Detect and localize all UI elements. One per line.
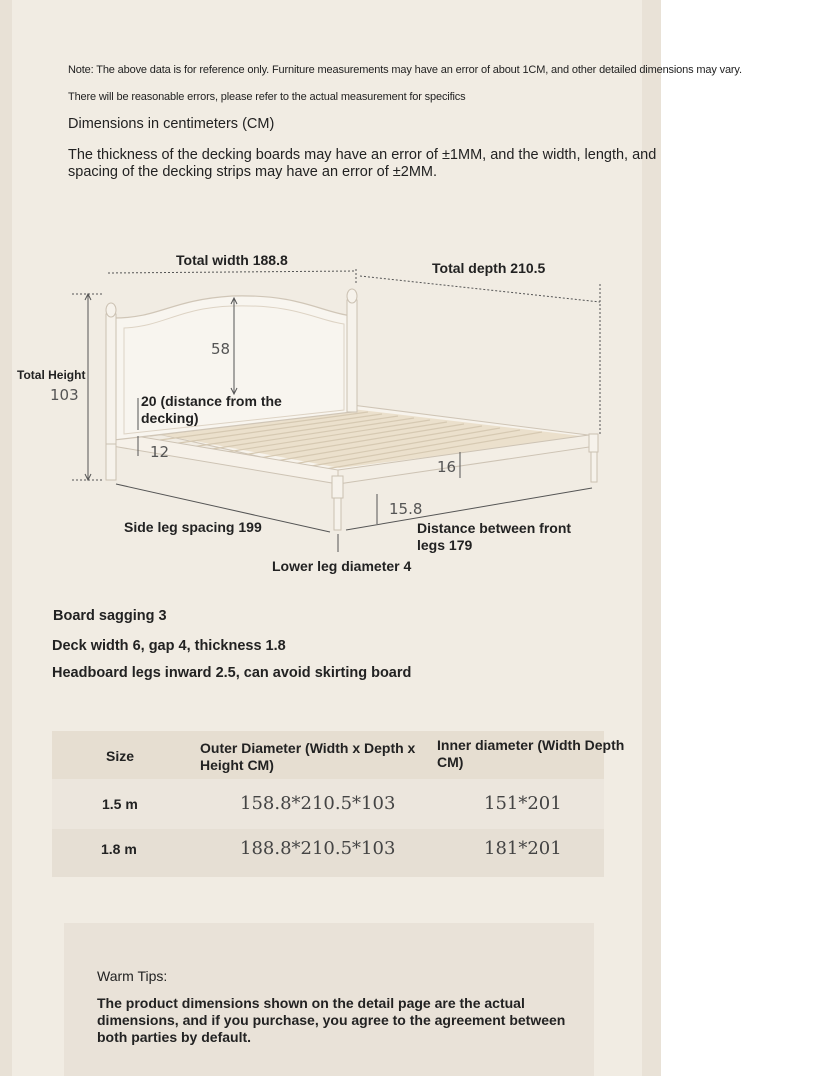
error-note: There will be reasonable errors, please refer to the actual measurement for specifics xyxy=(68,91,466,103)
lower-leg-diameter-label: Lower leg diameter 4 xyxy=(272,558,412,574)
row-2-outer: 188.8*210.5*103 xyxy=(240,838,396,859)
front-legs-distance-line2: legs 179 xyxy=(417,537,473,553)
row-2-inner: 181*201 xyxy=(484,838,562,859)
units-note: Dimensions in centimeters (CM) xyxy=(68,116,275,132)
leg-height-value: 15.8 xyxy=(389,500,423,518)
total-height-label: Total Height xyxy=(17,368,86,382)
total-width-label: Total width 188.8 xyxy=(176,252,288,268)
frame-height-value: 12 xyxy=(150,443,170,461)
warm-tips-box xyxy=(64,923,594,1076)
outer-diameter-header: Outer Diameter (Width x Depth x Height CM) xyxy=(200,740,416,773)
size-table xyxy=(52,731,625,877)
row-1-inner: 151*201 xyxy=(484,793,562,814)
headboard-height-value: 58 xyxy=(211,340,231,358)
decking-distance-line2: decking) xyxy=(141,410,199,426)
row-1-outer: 158.8*210.5*103 xyxy=(240,793,396,814)
side-leg-spacing-label: Side leg spacing 199 xyxy=(124,519,262,535)
board-sagging-spec: Board sagging 3 xyxy=(53,608,167,624)
reference-note: Note: The above data is for reference only. Furniture measurements may have an error of about 1CM, and other detailed dimensions may vary. xyxy=(68,64,742,76)
tolerance-note-line1: The thickness of the decking boards may have an error of ±1MM, and the width, length, and xyxy=(68,147,657,163)
warm-tips-body: The product dimensions shown on the detail page are the actual dimensions, and if you purchase, you agree to the agreement between both parties by default. xyxy=(97,995,566,1045)
headboard-legs-spec: Headboard legs inward 2.5, can avoid skirting board xyxy=(52,665,412,681)
decking-distance-line1: 20 (distance from the xyxy=(141,393,282,409)
side-rail-height-value: 16 xyxy=(437,458,457,476)
bed-dimension-diagram xyxy=(0,0,661,600)
row-2-size: 1.8 m xyxy=(101,841,137,857)
size-header: Size xyxy=(106,748,135,764)
front-legs-distance-line1: Distance between front xyxy=(417,520,572,536)
row-1-size: 1.5 m xyxy=(102,796,138,812)
total-depth-label: Total depth 210.5 xyxy=(432,260,546,276)
total-height-value: 103 xyxy=(50,386,79,404)
deck-spec: Deck width 6, gap 4, thickness 1.8 xyxy=(52,638,286,654)
warm-tips-title: Warm Tips: xyxy=(97,968,168,984)
tolerance-note-line2: spacing of the decking strips may have an error of ±2MM. xyxy=(68,164,438,180)
inner-diameter-header: Inner diameter (Width Depth CM) xyxy=(437,737,625,770)
